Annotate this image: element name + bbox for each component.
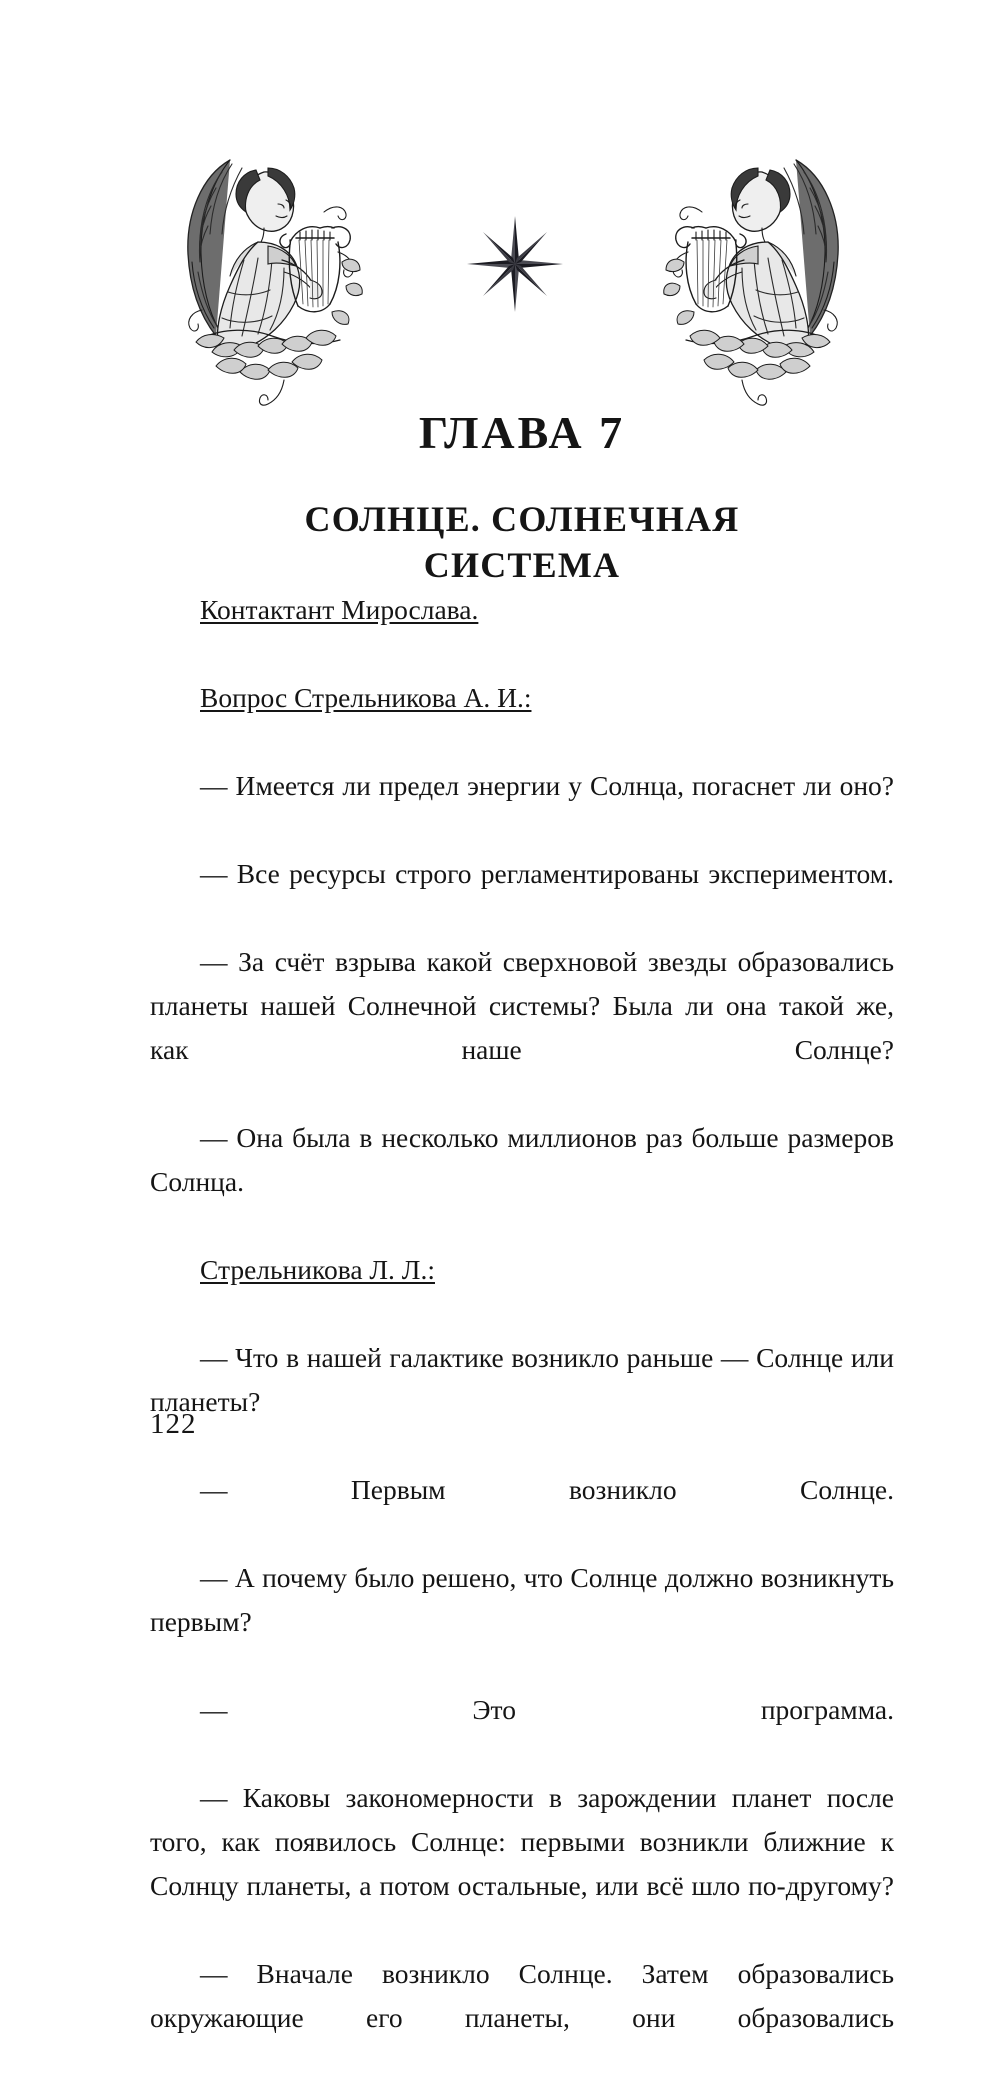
dialogue-question-4: — А почему было решено, что Солнце должно возникнуть первым? — [150, 1562, 894, 1637]
speaker-contactee-line — [150, 588, 894, 676]
speaker-strelnikova: Стрельникова Л. Л.: — [200, 1254, 435, 1285]
dialogue-answer-4: — Это программа. — [200, 1694, 894, 1725]
dialogue-question-3: — Что в нашей галактике возникло раньше — Солнце или планеты? — [150, 1342, 894, 1417]
speaker-question-line — [150, 676, 894, 764]
speaker-contactee: Контактант Мирослава. — [200, 594, 479, 625]
chapter-subtitle-line-1: СОЛНЦЕ. СОЛНЕЧНАЯ — [304, 498, 740, 539]
dialogue-answer-1: — Все ресурсы строго регламентированы экспериментом. — [200, 858, 894, 889]
ornament-band — [0, 0, 1000, 420]
dialogue-question-5: — Каковы закономерности в зарождении планет после того, как появилось Солнце: первыми возникли ближние к Солнцу планеты, а потом остальные, или всё шло по-другому? — [150, 1782, 894, 1901]
speaker-strelnikova-line — [150, 1248, 894, 1336]
speaker-question-asker: Вопрос Стрельникова А. И.: — [200, 682, 532, 713]
chapter-subtitle-line-2: СИСТЕМА — [423, 544, 621, 585]
chapter-subtitle — [150, 496, 894, 588]
eight-pointed-star-icon — [463, 212, 567, 316]
chapter-title: ГЛАВА 7 — [418, 406, 626, 458]
dialogue-answer-3: — Первым возникло Солнце. — [200, 1474, 894, 1505]
page-number: 122 — [150, 1408, 197, 1440]
dialogue-question-1: — Имеется ли предел энергии у Солнца, погаснет ли оно? — [200, 770, 894, 801]
dialogue-answer-5: — Вначале возникло Солнце. Затем образовались окружающие его планеты, они образовались — [150, 1958, 894, 2033]
dialogue-answer-2: — Она была в несколько миллионов раз больше размеров Солнца. — [150, 1122, 894, 1197]
angel-with-lyre-icon — [172, 142, 364, 414]
dialogue-question-2: — За счёт взрыва какой сверхновой звезды образовались планеты нашей Солнечной системы? Была ли она такой же, как наше Солнце? — [150, 946, 894, 1065]
body-text — [150, 588, 894, 2084]
angel-with-lyre-mirrored-icon — [662, 142, 854, 414]
